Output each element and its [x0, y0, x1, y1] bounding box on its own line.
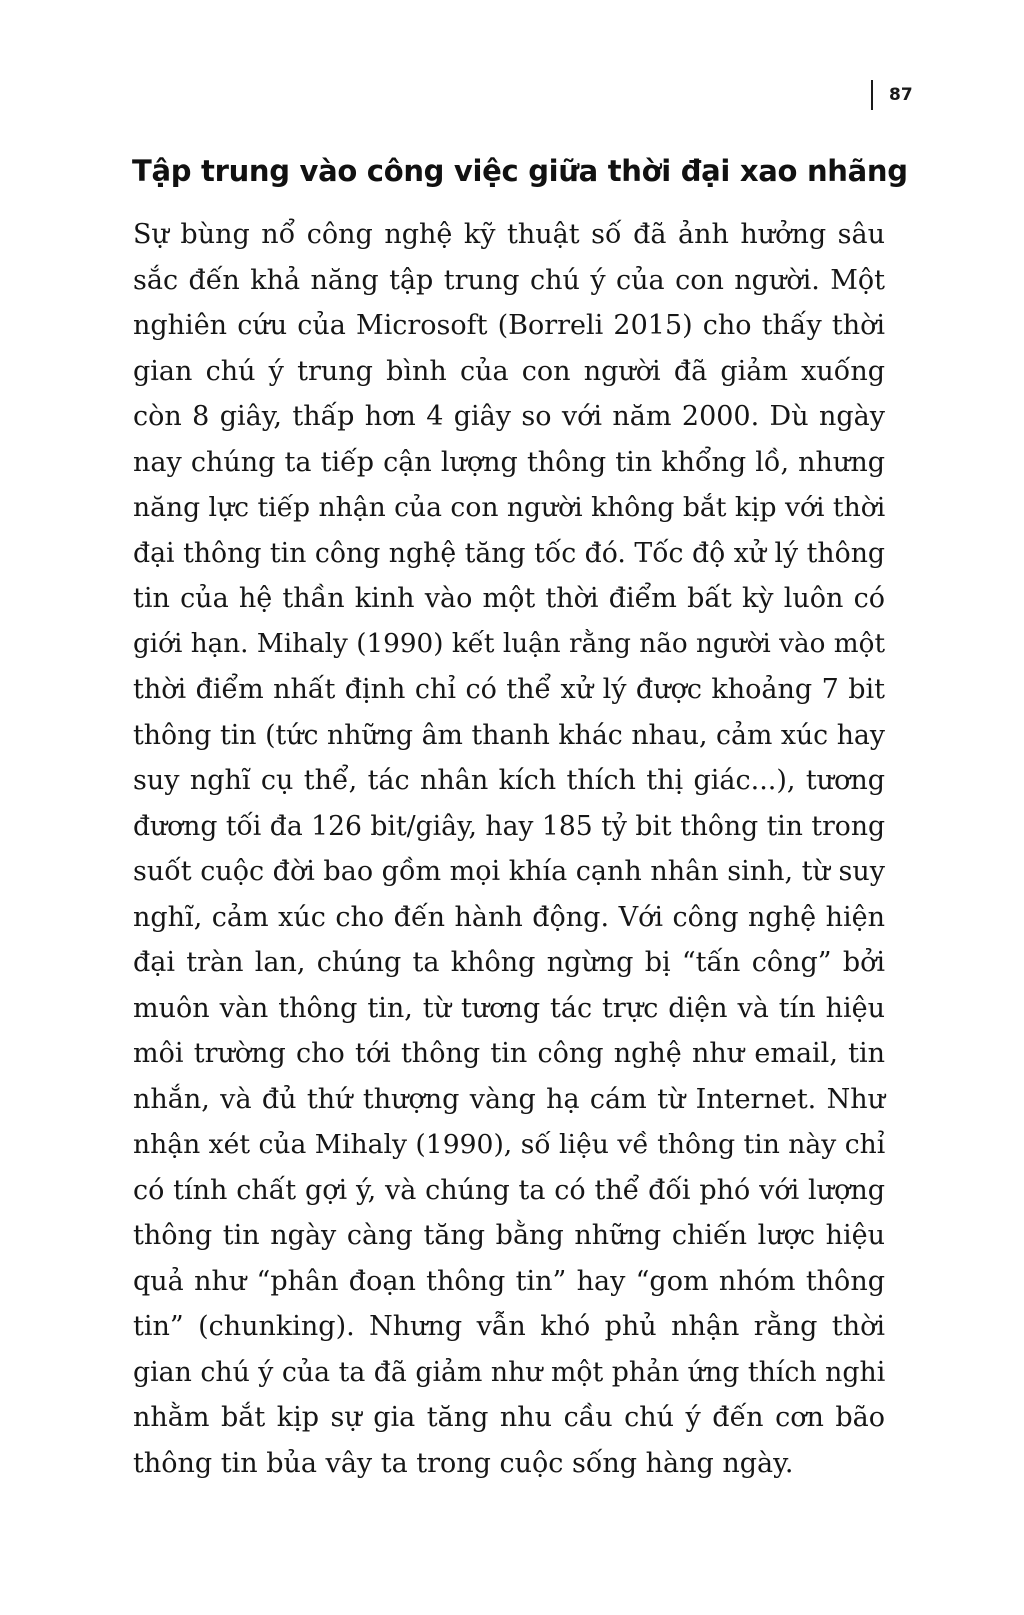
paragraph-line: nhắn, và đủ thứ thượng vàng hạ cám từ Internet. Như — [133, 1083, 885, 1115]
paragraph-line: giới hạn. Mihaly (1990) kết luận rằng não người vào một — [133, 628, 885, 659]
paragraph-line: muôn vàn thông tin, từ tương tác trực diện và tín hiệu — [133, 992, 885, 1024]
header-divider — [871, 80, 873, 110]
paragraph-line: nay chúng ta tiếp cận lượng thông tin khổng lồ, nhưng — [133, 446, 885, 478]
paragraph-line: tin” (chunking). Nhưng vẫn khó phủ nhận rằng thời — [133, 1311, 885, 1342]
paragraph-line: thông tin (tức những âm thanh khác nhau, cảm xúc hay — [133, 719, 885, 751]
paragraph-line: sắc đến khả năng tập trung chú ý của con người. Một — [133, 264, 885, 296]
paragraph-line: thông tin ngày càng tăng bằng những chiến lược hiệu — [133, 1220, 885, 1251]
paragraph-line: suốt cuộc đời bao gồm mọi khía cạnh nhân sinh, từ suy — [133, 856, 885, 887]
section-title: Tập trung vào công việc giữa thời đại xao nhãng — [132, 154, 908, 188]
page-header — [871, 80, 913, 110]
page-number: 87 — [889, 85, 913, 105]
body-paragraph — [133, 212, 885, 1486]
paragraph-line: đại thông tin công nghệ tăng tốc đó. Tốc độ xử lý thông — [133, 537, 885, 569]
paragraph-line: thời điểm nhất định chỉ có thể xử lý được khoảng 7 bit — [133, 674, 885, 705]
paragraph-line: đại tràn lan, chúng ta không ngừng bị “tấn công” bởi — [133, 947, 885, 978]
paragraph-line: suy nghĩ cụ thể, tác nhân kích thích thị giác...), tương — [133, 765, 885, 796]
paragraph-line: đương tối đa 126 bit/giây, hay 185 tỷ bit thông tin trong — [133, 810, 885, 842]
paragraph-line: năng lực tiếp nhận của con người không bắt kịp với thời — [133, 492, 886, 523]
paragraph-line: gian chú ý trung bình của con người đã giảm xuống — [133, 355, 885, 387]
paragraph-line: gian chú ý của ta đã giảm như một phản ứng thích nghi — [133, 1356, 886, 1388]
paragraph-line: môi trường cho tới thông tin công nghệ như email, tin — [133, 1038, 885, 1069]
paragraph-line: nghiên cứu của Microsoft (Borreli 2015) cho thấy thời — [133, 310, 885, 341]
paragraph-line: tin của hệ thần kinh vào một thời điểm bất kỳ luôn có — [133, 583, 885, 614]
paragraph-line: nghĩ, cảm xúc cho đến hành động. Với công nghệ hiện — [133, 901, 885, 933]
paragraph-line: còn 8 giây, thấp hơn 4 giây so với năm 2000. Dù ngày — [133, 401, 885, 432]
paragraph-line: quả như “phân đoạn thông tin” hay “gom nhóm thông — [133, 1265, 885, 1297]
paragraph-line: có tính chất gợi ý, và chúng ta có thể đối phó với lượng — [133, 1174, 885, 1206]
paragraph-line: Sự bùng nổ công nghệ kỹ thuật số đã ảnh hưởng sâu — [133, 219, 885, 250]
paragraph-line: nhằm bắt kịp sự gia tăng nhu cầu chú ý đến cơn bão — [133, 1402, 885, 1433]
paragraph-line: nhận xét của Mihaly (1990), số liệu về thông tin này chỉ — [133, 1129, 886, 1160]
paragraph-line: thông tin bủa vây ta trong cuộc sống hàng ngày. — [133, 1447, 794, 1479]
